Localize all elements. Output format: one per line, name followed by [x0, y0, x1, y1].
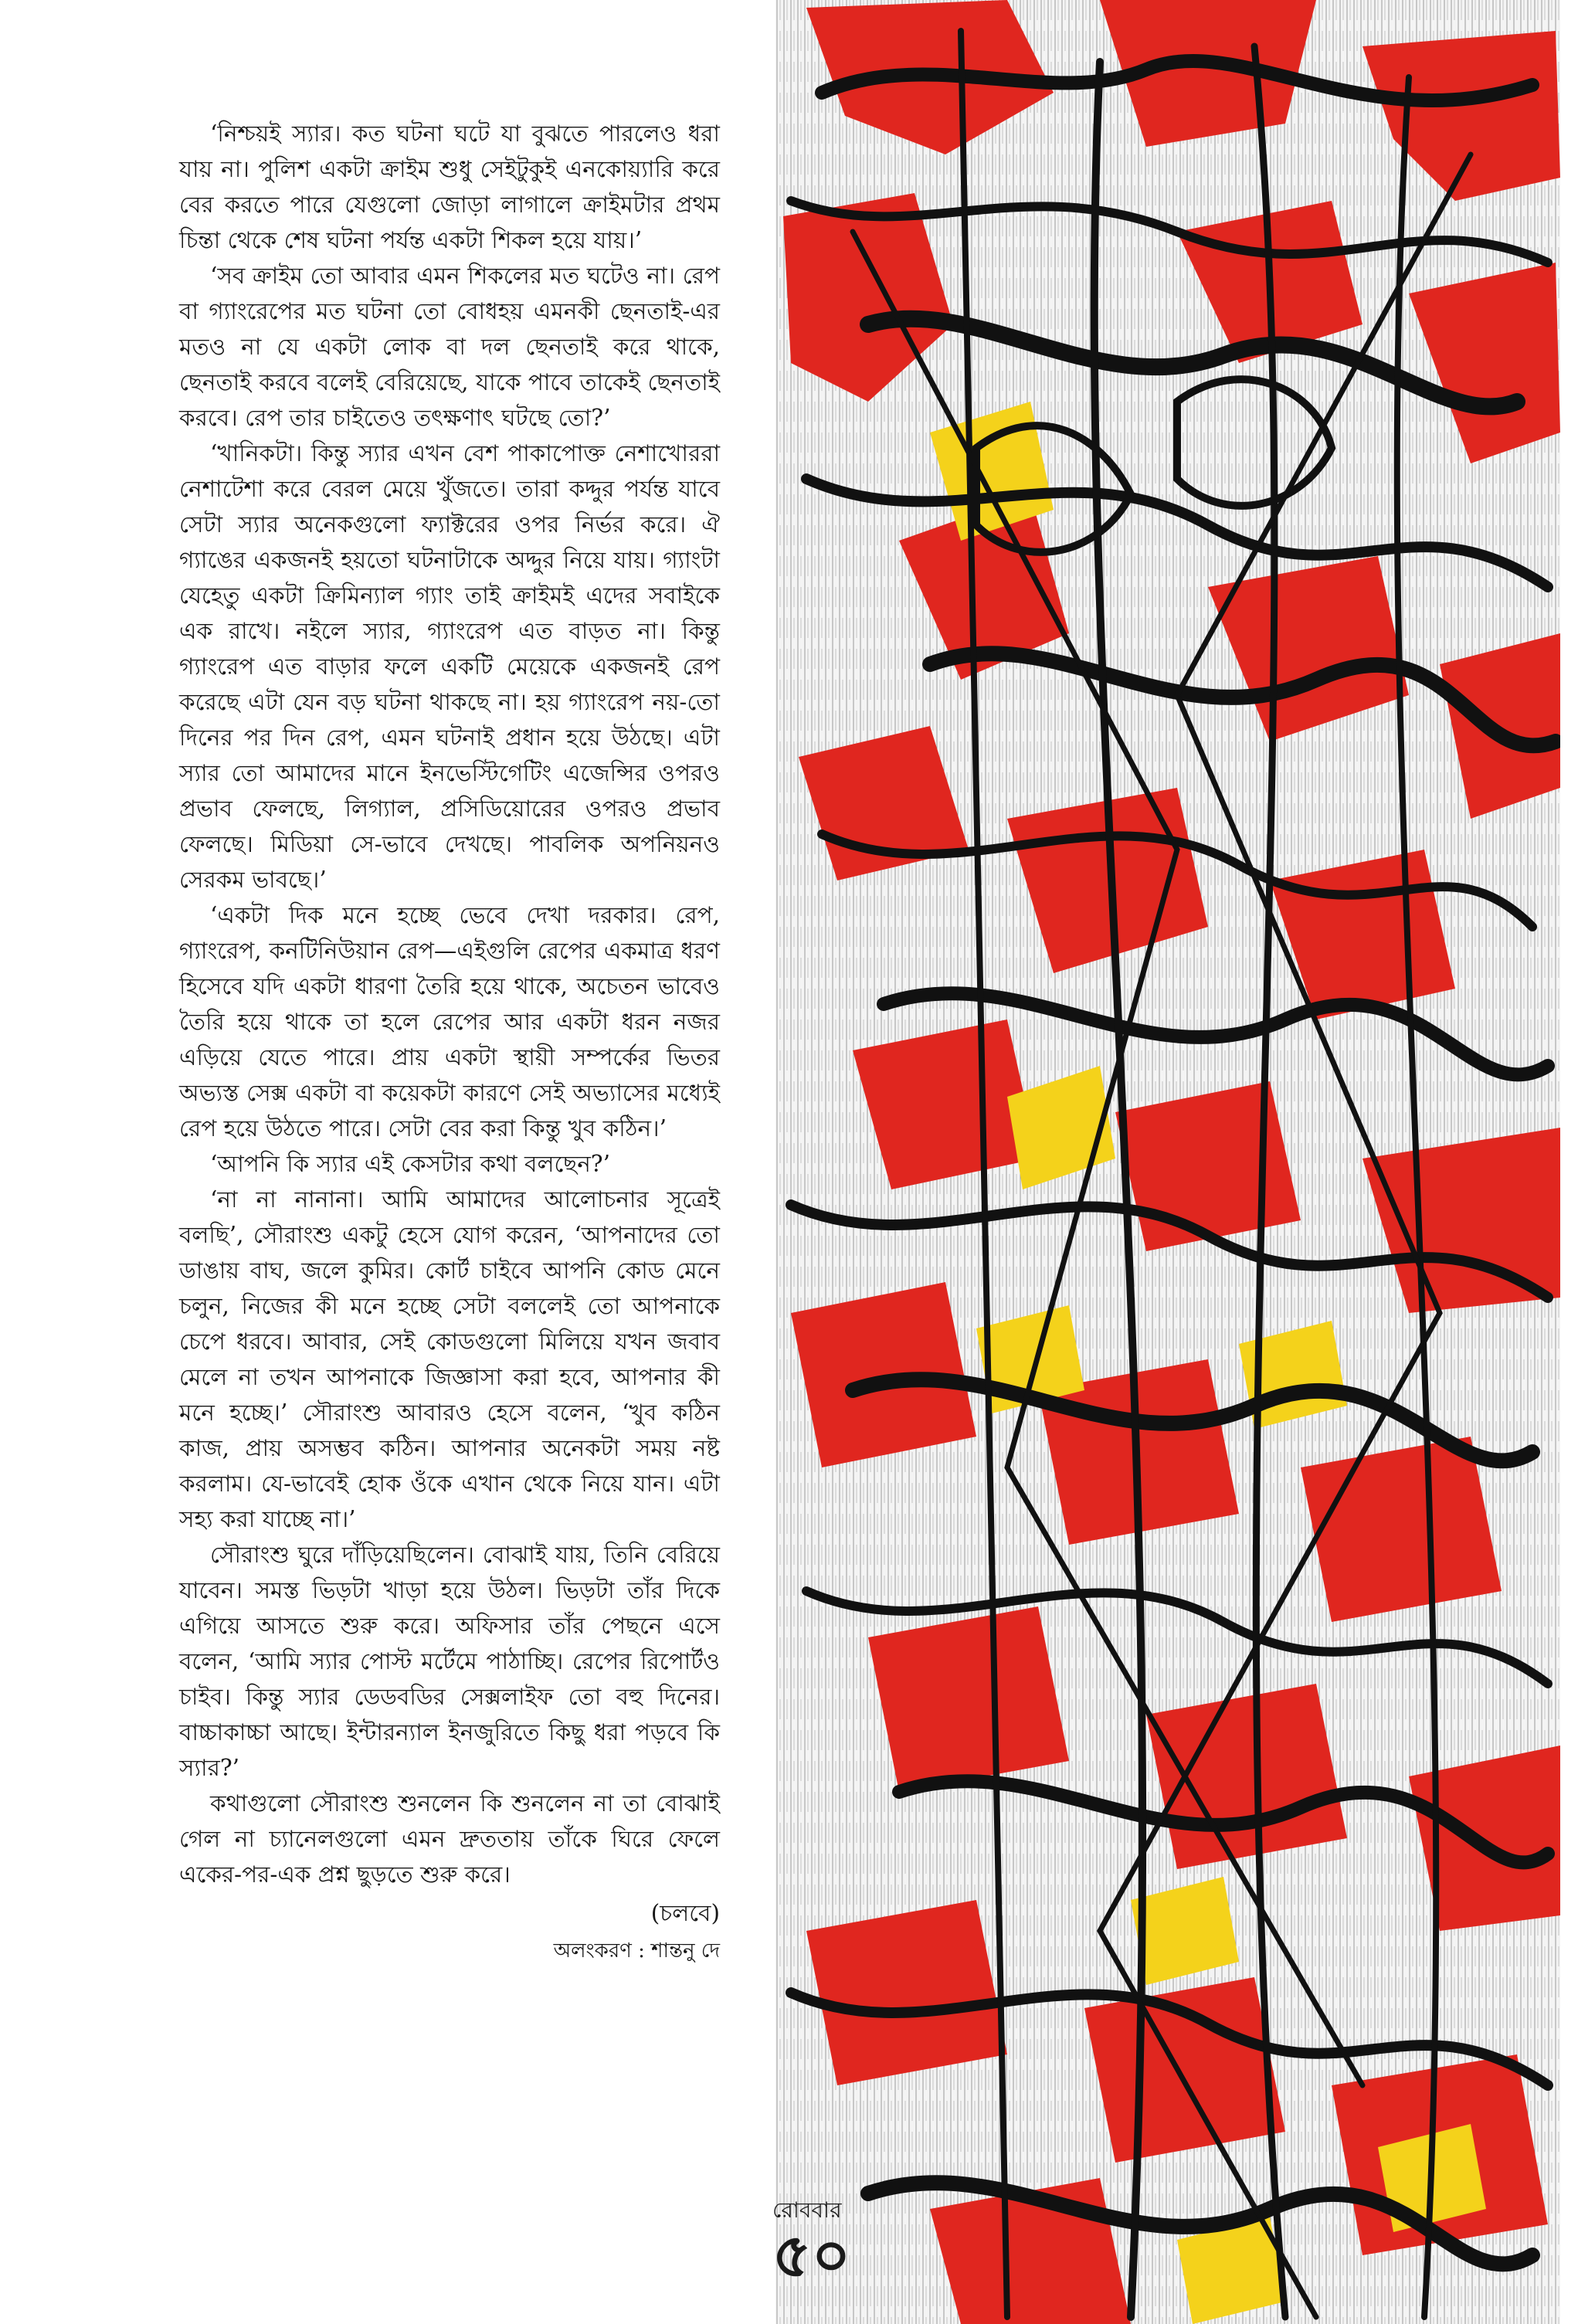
article-paragraph: ‘না না নানানা। আমি আমাদের আলোচনার সূত্রেই বলছি’, সৌরাংশু একটু হেসে যোগ করেন, ‘আপনাদের তো ডাঙায় বাঘ, জলে কুমির। কোর্ট চাইবে আপনি কোড মেনে চলুন, নিজের কী মনে হচ্ছে সেটা বললেই তো আপনাকে চেপে ধরবে। আবার, সেই কোডগুলো মিলিয়ে যখন জবাব মেলে না তখন আপনাকে জিজ্ঞাসা করা হবে, আপনার কী মনে হচ্ছে।’ সৌরাংশু আবারও হেসে বলেন, ‘খুব কঠিন কাজ, প্রায় অসম্ভব কঠিন। আপনার অনেকটা সময় নষ্ট করলাম। যে-ভাবেই হোক ওঁকে এখান থেকে নিয়ে যান। এটা সহ্য করা যাচ্ছে না।’ — [179, 1186, 720, 1532]
page-folio — [772, 2197, 911, 2291]
article-paragraph: ‘আপনি কি স্যার এই কেসটার কথা বলছেন?’ — [210, 1151, 610, 1177]
abstract-sketch-illustration — [775, 0, 1560, 2324]
article-paragraph: ‘সব ক্রাইম তো আবার এমন শিকলের মত ঘটেও না। রেপ বা গ্যাংরেপের মত ঘটনা তো বোধহয় এমনকী ছেনতাই-এর মতও না যে একটা লোক বা দল ছেনতাই করে থাকে, ছেনতাই করবে বলেই বেরিয়েছে, যাকে পাবে তাকেই ছেনতাই করবে। রেপ তার চাইতেও তৎক্ষণাৎ ঘটছে তো?’ — [179, 263, 720, 431]
illustration-panel — [775, 0, 1560, 2324]
article-paragraph: ‘নিশ্চয়ই স্যার। কত ঘটনা ঘটে যা বুঝতে পারলেও ধরা যায় না। পুলিশ একটা ক্রাইম শুধু সেইটুকুই এনকোয়্যারি করে বের করতে পারে যেগুলো জোড়া লাগালে ক্রাইমটার প্রথম চিন্তা থেকে শেষ ঘটনা পর্যন্ত একটা শিকল হয়ে যায়।’ — [179, 120, 720, 253]
article-paragraph: ‘একটা দিক মনে হচ্ছে ভেবে দেখা দরকার। রেপ, গ্যাংরেপ, কনটিনিউয়ান রেপ—এইগুলি রেপের একমাত্র ধরণ হিসেবে যদি একটা ধারণা তৈরি হয়ে থাকে, অচেতন ভাবেও তৈরি হয়ে থাকে তা হলে রেপের আর একটা ধরন নজর এড়িয়ে যেতে পারে। প্রায় একটা স্থায়ী সম্পর্কের ভিতর অভ্যস্ত সেক্স একটা বা কয়েকটা কারণে সেই অভ্যাসের মধ্যেই রেপ হয়ে উঠতে পারে। সেটা বের করা কিন্তু খুব কঠিন।’ — [179, 902, 720, 1142]
magazine-name: রোববার — [772, 2197, 842, 2223]
article-text-column — [179, 116, 720, 1968]
page-number: ৫০ — [772, 2221, 851, 2291]
to-be-continued-note: (চলবে) — [650, 1900, 720, 1926]
article-paragraph: সৌরাংশু ঘুরে দাঁড়িয়েছিলেন। বোঝাই যায়, তিনি বেরিয়ে যাবেন। সমস্ত ভিড়টা খাড়া হয়ে উঠল। ভিড়টা তাঁর দিকে এগিয়ে আসতে শুরু করে। অফিসার তাঁর পেছনে এসে বলেন, ‘আমি স্যার পোস্ট মর্টেমে পাঠাচ্ছি। রেপের রিপোর্টও চাইব। কিন্তু স্যার ডেডবডির সেক্সলাইফ তো বহু দিনের। বাচ্চাকাচ্চা আছে। ইন্টারন্যাল ইনজুরিতে কিছু ধরা পড়বে কি স্যার?’ — [179, 1542, 720, 1781]
article-paragraph: ‘খানিকটা। কিন্তু স্যার এখন বেশ পাকাপোক্ত নেশাখোররা নেশাটেশা করে বেরল মেয়ে খুঁজতে। তারা কদ্দুর পর্যন্ত যাবে সেটা স্যার অনেকগুলো ফ্যাক্টরের ওপর নির্ভর করে। ঐ গ্যাঙের একজনই হয়তো ঘটনাটাকে অদ্দুর নিয়ে যায়। গ্যাংটা যেহেতু একটা ক্রিমিন্যাল গ্যাং তাই ক্রাইমই এদের সবাইকে এক রাখে। নইলে স্যার, গ্যাংরেপ এত বাড়ত না। কিন্তু গ্যাংরেপ এত বাড়ার ফলে একটি মেয়েকে একজনই রেপ করেছে এটা যেন বড় ঘটনা থাকছে না। হয় গ্যাংরেপ নয়-তো দিনের পর দিন রেপ, এমন ঘটনাই প্রধান হয়ে উঠছে। এটা স্যার তো আমাদের মানে ইনভেস্টিগেটিং এজেন্সির ওপরও প্রভাব ফেলছে, লিগ্যাল, প্রসিডিয়োরের ওপরও প্রভাব ফেলছে। মিডিয়া সে-ভাবে দেখছে। পাবলিক অপনিয়নও সেরকম ভাবছে।’ — [179, 440, 720, 893]
article-paragraph: কথাগুলো সৌরাংশু শুনলেন কি শুনলেন না তা বোঝাই গেল না চ্যানেলগুলো এমন দ্রুততায় তাঁকে ঘিরে ফেলে একের-পর-এক প্রশ্ন ছুড়তে শুরু করে। — [179, 1790, 720, 1888]
illustration-credit: অলংকরণ : শান্তনু দে — [553, 1939, 720, 1963]
